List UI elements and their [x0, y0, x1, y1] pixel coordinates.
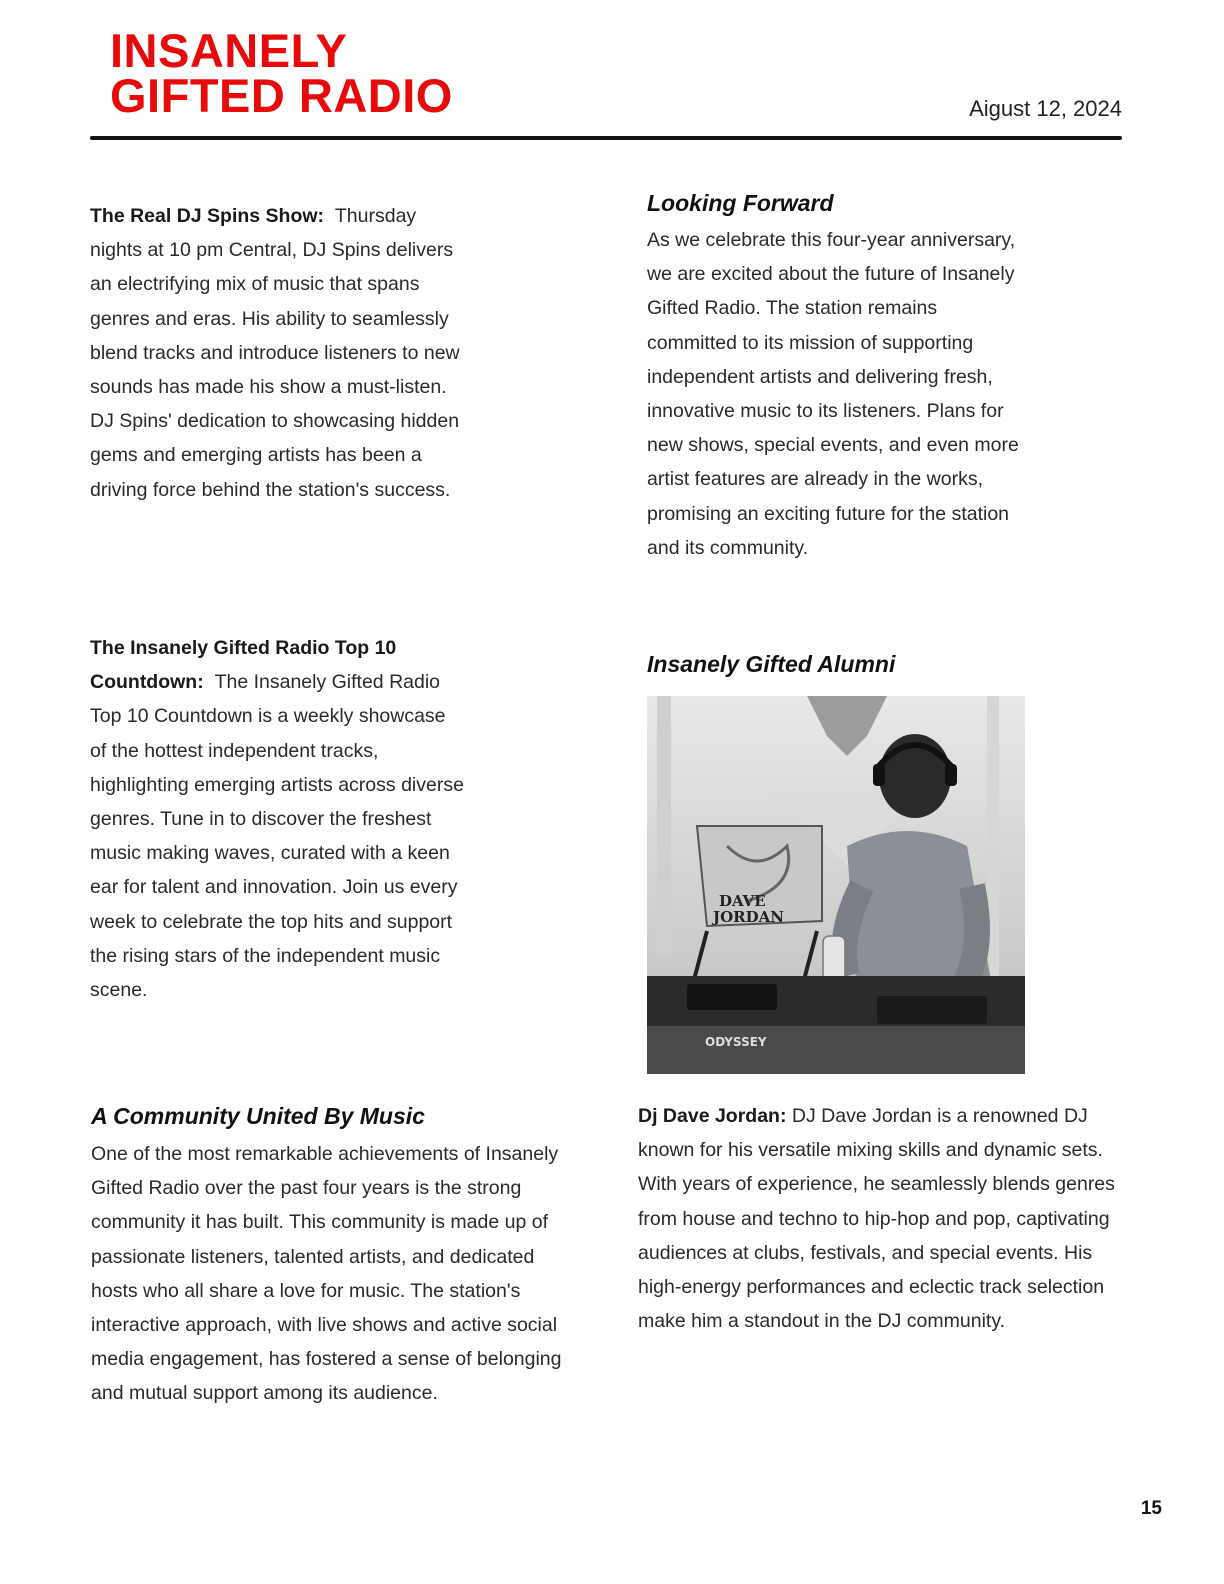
- dave-jordan-paragraph: [638, 1099, 1118, 1338]
- issue-date: Aigust 12, 2024: [969, 96, 1122, 121]
- laptop-text-line1: DAVE: [719, 892, 766, 910]
- masthead-title: [110, 24, 453, 122]
- deck-brand-text: ODYSSEY: [705, 1035, 767, 1049]
- looking-forward-body: As we celebrate this four-year anniversary, we are excited about the future of Insanely Gifted Radio. The station remains committed to its mission of supporting independent artists and delivering fresh, innovative music to its listeners. Plans for new shows, special events, and even more artist features are already in the works, promising an exciting future for the station and its community.: [647, 229, 1019, 559]
- dj-dave-jordan-photo: [647, 696, 1025, 1074]
- dj-spins-body: Thursday nights at 10 pm Central, DJ Spins delivers an electrifying mix of music that spans genres and eras. His ability to seamlessly blend tracks and introduce listeners to new sounds has made his show a must-listen. DJ Spins' dedication to showcasing hidden gems and emerging artists has been a driving force behind the station's success.: [90, 205, 460, 501]
- community-heading: A Community United By Music: [91, 1103, 425, 1129]
- community-paragraph: [91, 1137, 573, 1411]
- looking-forward-heading: Looking Forward: [647, 190, 834, 216]
- masthead-title-line1: INSANELY: [110, 24, 348, 77]
- dj-spins-lead: The Real DJ Spins Show:: [90, 205, 325, 227]
- masthead-title-line2: GIFTED RADIO: [110, 69, 453, 122]
- looking-forward-paragraph: [647, 223, 1023, 565]
- alumni-heading: Insanely Gifted Alumni: [647, 651, 896, 677]
- dj-spins-paragraph: [90, 199, 462, 507]
- dave-jordan-body: DJ Dave Jordan is a renowned DJ known for his versatile mixing skills and dynamic sets. With years of experience, he seamlessly blends genres from house and techno to hip-hop and pop, captivating audiences at clubs, festivals, and special events. His high-energy performances and eclectic track selection make him a standout in the DJ community.: [638, 1105, 1115, 1333]
- top10-body: The Insanely Gifted Radio Top 10 Countdown is a weekly showcase of the hottest independent tracks, highlighting emerging artists across diverse genres. Tune in to discover the freshest music making waves, curated with a keen ear for talent and innovation. Join us every week to celebrate the top hits and support the rising stars of the independent music scene.: [90, 671, 464, 1002]
- page-number: 15: [1140, 1498, 1162, 1519]
- top10-lead: The Insanely Gifted Radio Top 10 Countdown:: [90, 637, 397, 694]
- header-divider: [90, 136, 1122, 140]
- top10-paragraph: [90, 631, 466, 1007]
- dave-jordan-lead: Dj Dave Jordan:: [638, 1105, 787, 1127]
- dj-photo-illustration: [647, 696, 1025, 1074]
- laptop-text-line2: JORDAN: [713, 908, 784, 926]
- community-body: One of the most remarkable achievements of Insanely Gifted Radio over the past four years is the strong community it has built. This community is made up of passionate listeners, talented artists, and dedicated hosts who all share a love for music. The station's interactive approach, with live shows and active social media engagement, has fostered a sense of belonging and mutual support among its audience.: [91, 1143, 562, 1405]
